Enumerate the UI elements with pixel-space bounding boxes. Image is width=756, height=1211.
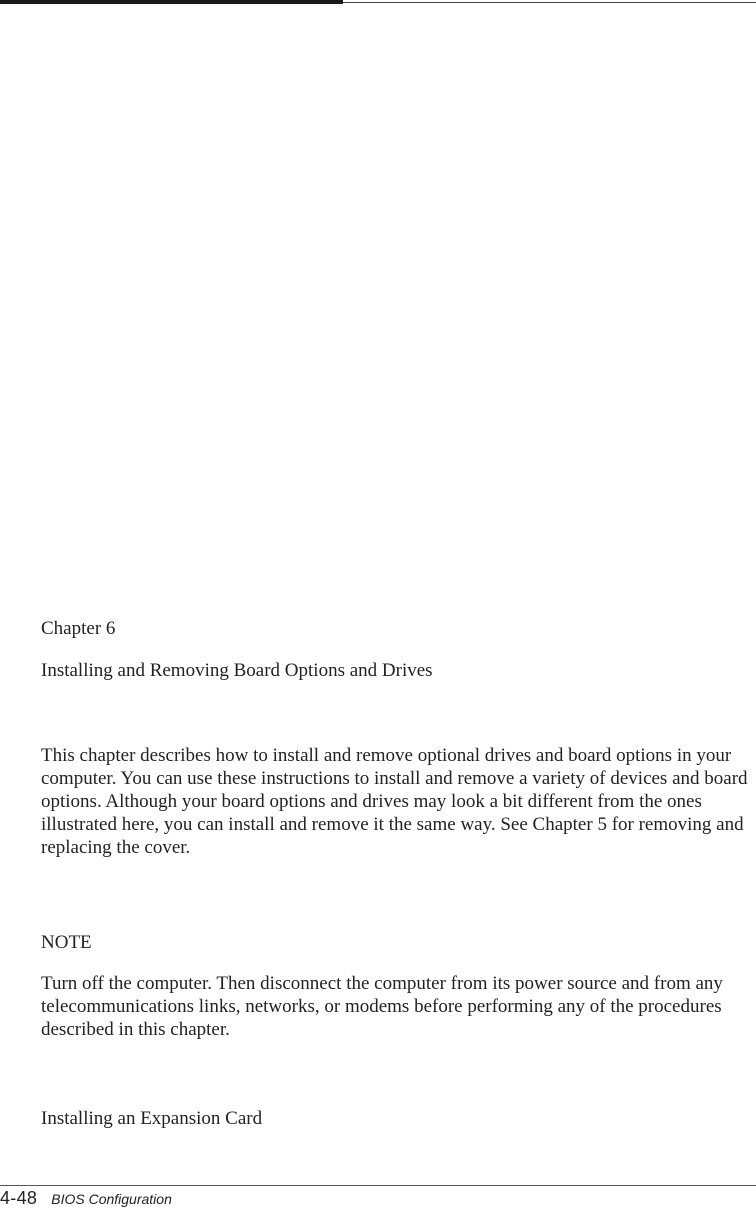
footer-rule (0, 1185, 756, 1186)
note-label: NOTE (41, 932, 92, 953)
page-footer (0, 1188, 172, 1210)
footer-page-number: 4-48 (0, 1188, 38, 1208)
header-rule-thin (343, 2, 756, 3)
section-heading: Installing an Expansion Card (41, 1108, 263, 1129)
note-text: Turn off the computer. Then disconnect the computer from its power source and from any telecommunications links, networks, or modems before performing any of the procedures described in this chapter. (41, 973, 723, 1040)
chapter-title: Installing and Removing Board Options and Drives (41, 660, 433, 681)
header-rule-thick (0, 0, 343, 4)
intro-paragraph: This chapter describes how to install and remove optional drives and board options in your computer. You can use these instructions to install and remove a variety of devices and board options. Although your board options and drives may look a bit different from the ones illustrated here, you can install and remove it the same way. See Chapter 5 for removing and replacing the cover. (41, 745, 748, 858)
chapter-label: Chapter 6 (41, 618, 116, 639)
footer-section-title: BIOS Configuration (51, 1191, 172, 1207)
